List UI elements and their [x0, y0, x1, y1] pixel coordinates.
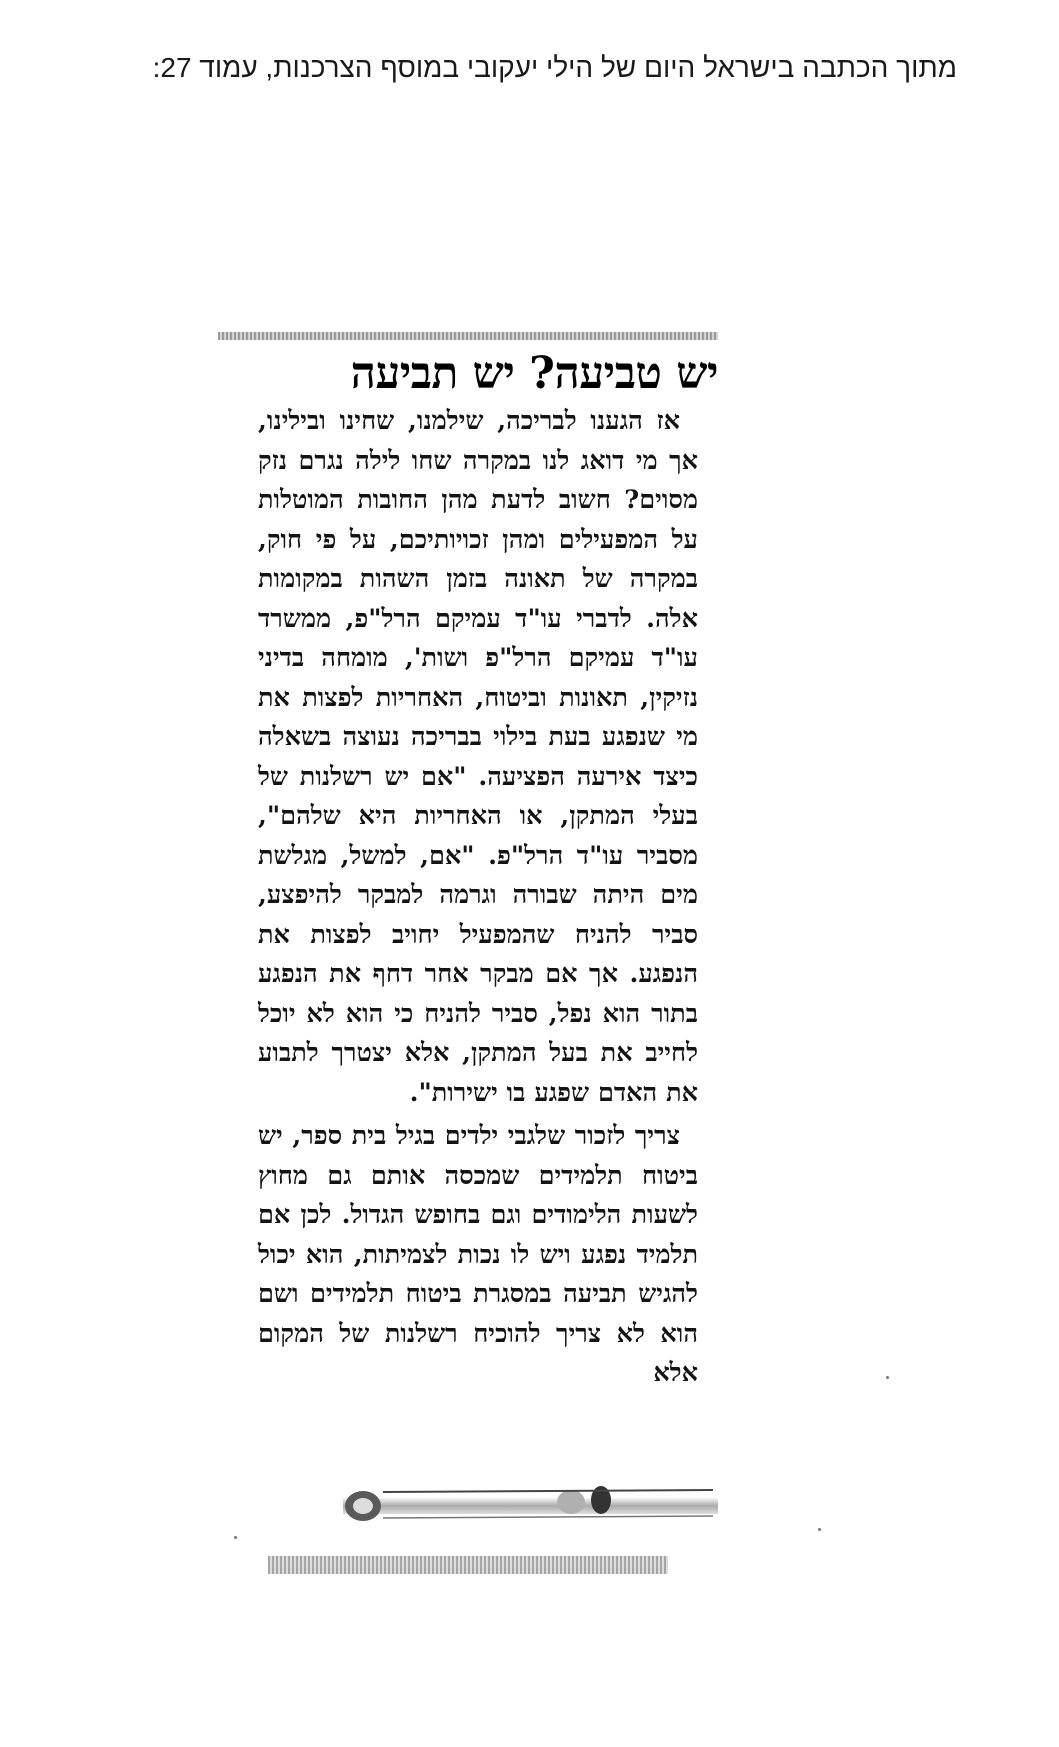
bottom-halftone-rule: [268, 1556, 668, 1574]
clipping-source-caption: מתוך הכתבה בישראל היום של הילי יעקובי במוסף הצרכנות, עמוד 27:: [152, 52, 957, 83]
article-headline: יש טביעה? יש תביעה: [350, 348, 718, 399]
article-paragraph: אז הגענו לבריכה, שילמנו, שחינו ובילינו, אך מי דואג לנו במקרה שחו לילה נגרם נזק מסוים? חשוב לדעת מהן החובות המוטלות על המפעילים ומהן זכויותיכם, על פי חוק, במקרה של תאונה בזמן השהות במקומות אלה. לדברי עו"ד עמיקם הרל"פ, ממשרד עו"ד עמיקם הרל"פ ושות', מומחה בדיני נזיקין, תאונות וביטוח, האחריות לפצות את מי שנפגע בעת בילוי בבריכה נעוצה בשאלה כיצד אירעה הפציעה. "אם יש רשלנות של בעלי המתקן, או האחריות היא שלהם", מסביר עו"ד הרל"פ. "אם, למשל, מגלשת מים היתה שבורה וגרמה למבקר להיפצע, סביר להניח שהמפעיל יחויב לפצות את הנפגע. אך אם מבקר אחר דחף את הנפגע בתור הוא נפל, סביר להניח כי הוא לא יוכל לחייב את בעל המתקן, אלא יצטרך לתבוע את האדם שפגע בו ישירות".: [258, 406, 698, 1108]
newspaper-clipping: [218, 332, 718, 1572]
torn-page-curl-decoration: [343, 1478, 718, 1528]
top-halftone-rule: [218, 332, 718, 340]
scan-speck: [234, 1536, 237, 1539]
scan-speck: [818, 1528, 821, 1531]
article-body: [258, 402, 698, 1394]
scan-speck: [886, 1376, 889, 1379]
article-paragraph: צריך לזכור שלגבי ילדים בגיל בית ספר, יש ביטוח תלמידים שמכסה אותם גם מחוץ לשעות הלימודים וגם בחופש הגדול. לכן אם תלמיד נפגע ויש לו נכות לצמיתות, הוא יכול להגיש תביעה במסגרת ביטוח תלמידים ושם הוא לא צריך להוכיח רשלנות של המקום אלא: [258, 1121, 698, 1388]
